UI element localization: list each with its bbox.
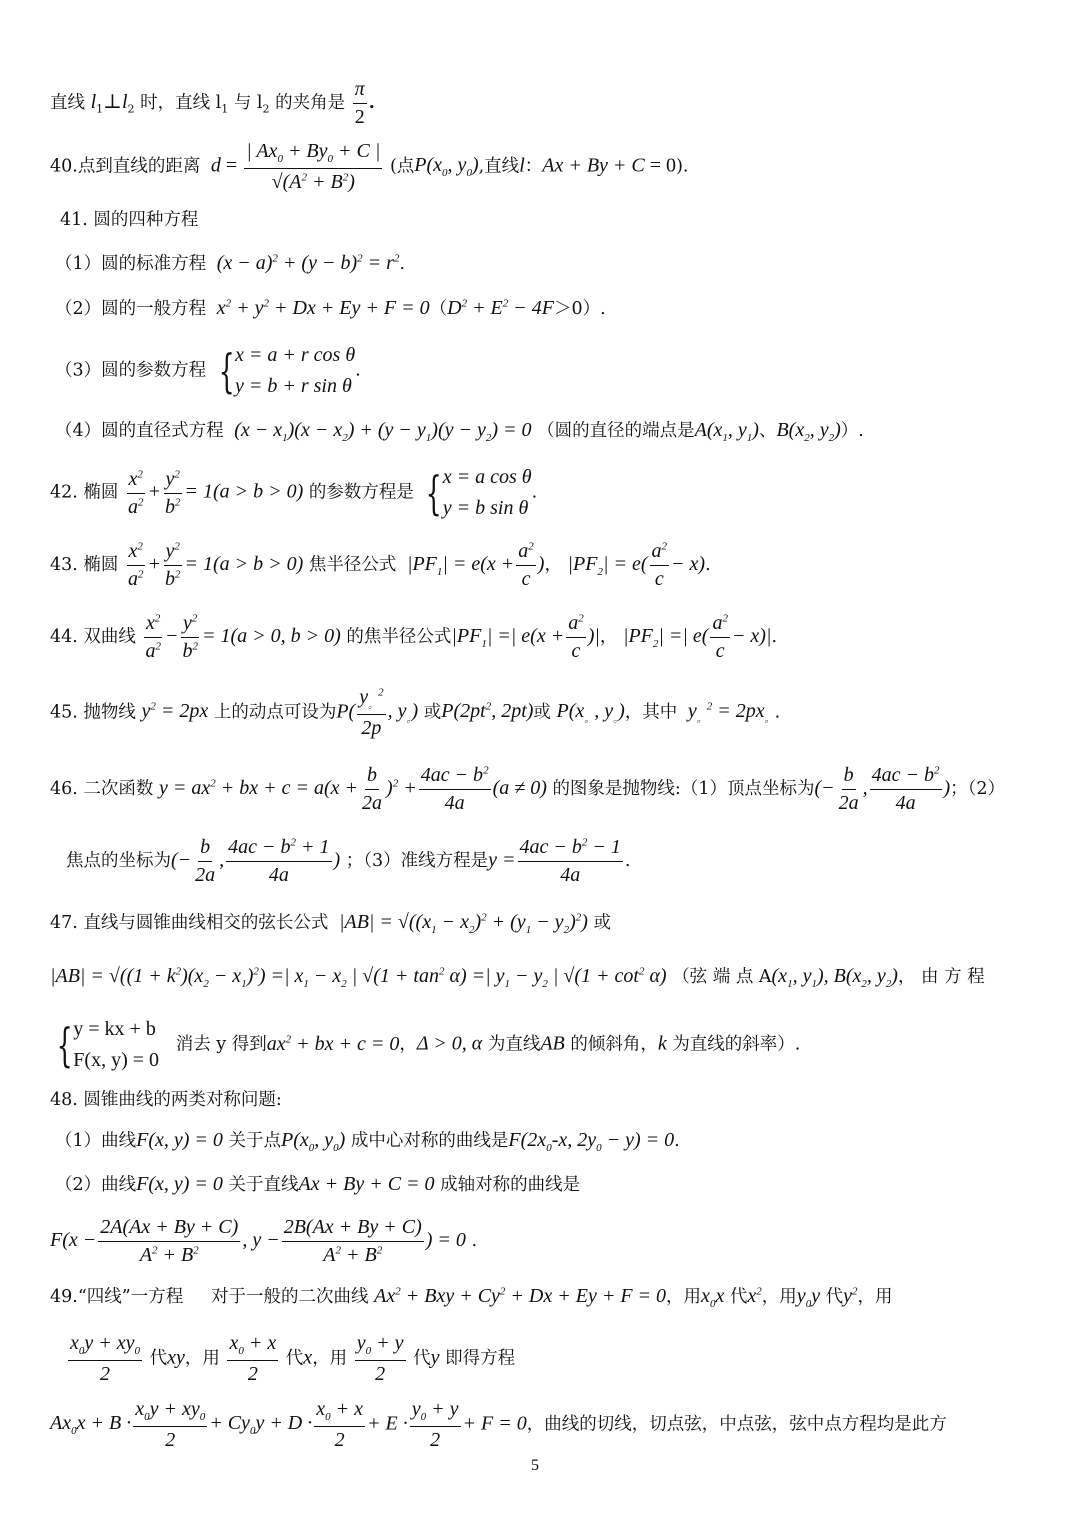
item-46-line2: 焦点的坐标为(− $\frac{b}{2a}$ , $\frac{4ac - b^2 + 1}{4a}$ ) ；（3）准线方程是y = $\frac{4ac - b^2 - 1}{4a}$ . <box>66 836 631 886</box>
item-41-1: （1）圆的标准方程 $(x - a)^2 + (y - b)^2 = r^2$. <box>55 252 405 274</box>
item-48-1: （1）曲线F(x, y) = 0 关于点$P(x_0$, $y_0$) 成中心对称的曲线是$F(2x_0-x$, $2y_0 - y) = 0$. <box>55 1129 680 1154</box>
item-47-line3: { y = kx + b F(x, y) = 0 消去 y 得到$ax^2$ + bx + c = 0，Δ > 0, α 为直线AB 的倾斜角，k 为直线的斜率）. <box>56 1018 801 1072</box>
item-43: 43. 椭圆 $\frac{x^2}{a^2}$ + $\frac{y^2}{b^2}$ = 1(a > b > 0) 焦半径公式 $|PF_1| = e(x$ + $\frac{a^2}{c}$ )， $|PF_2| = e$( $\frac{a^2}{c}$ − x). <box>50 540 711 590</box>
item-49-line2: $\frac{x_0y + xy_0}{2}$ 代xy，用 $\frac{x_0 + x}{2}$ 代x，用 $\frac{y_0 + y}{2}$ 代y 即得方程 <box>70 1332 516 1385</box>
page-number: 5 <box>531 1457 539 1474</box>
line-39: 直线 $l_1\perp l_2$ 时，直线 $l_1$ 与 $l_2$ 的夹角是 $\frac{\pi}{2}$ . <box>50 78 375 128</box>
item-40: 40.点到直线的距离 d = $\frac{| Ax_0 + By_0 + C |}{√(A^2 + B^2)}$ (点$P(x_0$, $y_0$),直线l：Ax + By + C = 0). <box>50 140 689 193</box>
item-41-3: （3）圆的参数方程 { x = a + r cos θ y = b + r sin θ . <box>55 344 361 398</box>
item-49-line3: $Ax_0x + B$ · $\frac{x_0y + xy_0}{2}$ + $Cy_0y + D$ · $\frac{x_0 + x}{2}$ + E · $\frac{y_0 + y}{2}$ + F = 0，曲线的切线，切点弦，中点弦，弦中点方程均是此方 <box>50 1398 947 1451</box>
item-46: 46. 二次函数 $y = ax^2$ + bx + c = a(x + $\frac{b}{2a}$ )$^2$ + $\frac{4ac - b^2}{4a}$ (a ≠ 0) 的图象是抛物线:（1）顶点坐标为(− $\frac{b}{2a}$ , $\frac{4ac - b^2}{4a}$ )；（2） <box>50 764 1006 814</box>
item-41-title: 41. 圆的四种方程 <box>60 210 199 230</box>
item-49: 49.“四线”一方程 对于一般的二次曲线 $Ax^2$ + Bxy + $Cy^2 + Dx + Ey + F = 0$，用$x_0x$ 代$x^2$，用$y_0y$ 代$y^2$，用 <box>50 1285 893 1310</box>
item-45: 45. 抛物线 $y^2 = 2px$ 上的动点可设为P( $\frac{y_。^2}{2p}$ , $y_。$) 或$P(2pt^2$, 2pt)或 $P(x_。$, $y_。$)，其中 $y_。^2 = 2px_。$. <box>50 686 781 739</box>
item-48-title: 48. 圆锥曲线的两类对称问题: <box>50 1090 282 1110</box>
item-48-2: （2）曲线F(x, y) = 0 关于直线Ax + By + C = 0 成轴对称的曲线是 <box>55 1173 581 1195</box>
item-41-2: （2）圆的一般方程 $x^2 + y^2 + Dx + Ey + F = 0(D^2 + E^2 - 4F>0)$. <box>55 297 606 319</box>
item-42: 42. 椭圆 $\frac{x^2}{a^2}$ + $\frac{y^2}{b^2}$ = 1(a > b > 0) 的参数方程是 { x = a cos θ y = b sin θ . <box>50 466 538 520</box>
item-47-line2: $|AB| = √((1 + k^2)(x_2 - x_1)^2)$ =| $x_1 - x_2$ | $√(1 + \tan^2 \alpha)$ =| $y_1 - y_2$ | $√(1 + \cot^2 \alpha)$ （弦 端 点 $A(x_1$, $y_1$), $B(x_2$, $y_2$)， 由 方 程 <box>50 965 985 990</box>
item-41-4: （4）圆的直径式方程 $(x - x_1)(x - x_2) + (y - y_1)(y - y_2) = 0$ （圆的直径的端点是$A(x_1$, $y_1$)、$B(x_2$, $y_2$)）. <box>55 419 864 444</box>
item-44: 44. 双曲线 $\frac{x^2}{a^2}$ − $\frac{y^2}{b^2}$ = 1(a > 0, b > 0) 的焦半径公式$|PF_1|$ =| e(x + $\frac{a^2}{c}$ )|， $|PF_2|$ =| e( $\frac{a^2}{c}$ − x)|. <box>50 612 778 662</box>
item-48-2-formula: F(x − $\frac{2A(Ax + By + C)}{A^2 + B^2}$ , y − $\frac{2B(Ax + By + C)}{A^2 + B^2}$ ) = 0 . <box>50 1216 478 1266</box>
item-47: 47. 直线与圆锥曲线相交的弦长公式 $|AB| = √((x_1 - x_2)^2 + (y_1 - y_2)^2)$ 或 <box>50 911 611 936</box>
